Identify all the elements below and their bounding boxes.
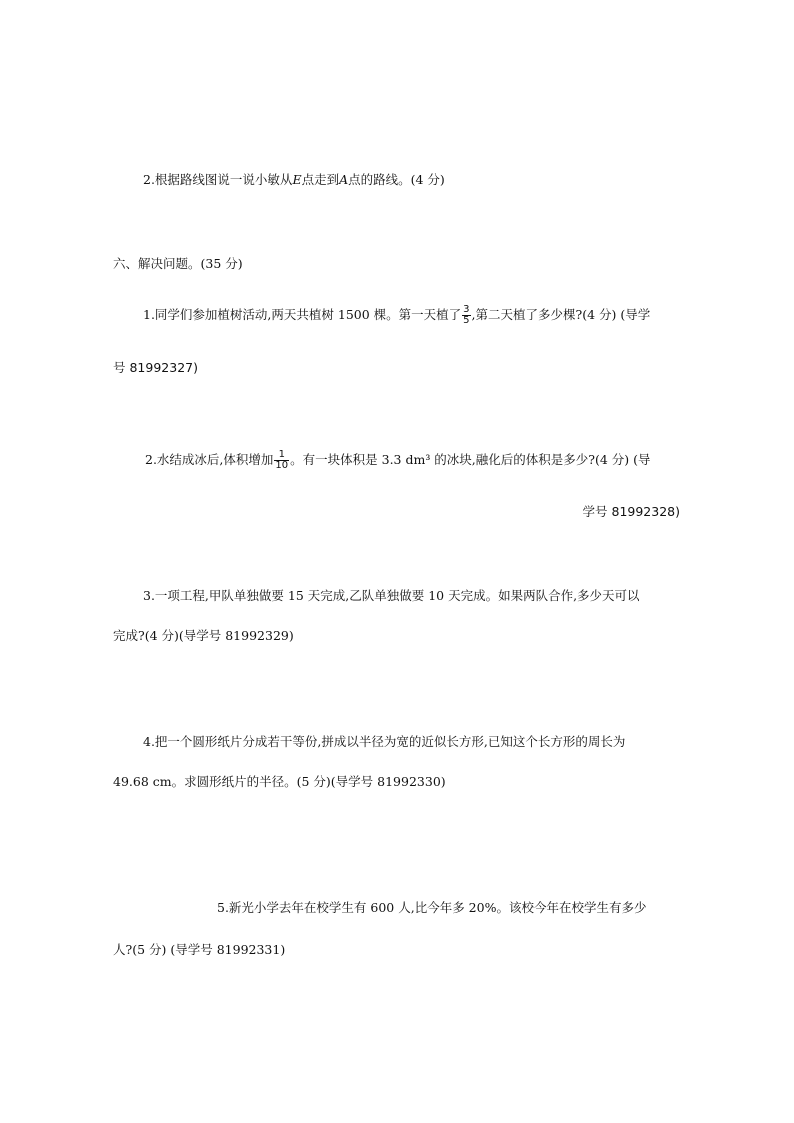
problem-2-text-after: 。有一块体积是 3.3 dm³ 的冰块,融化后的体积是多少?(4 分) (导 xyxy=(290,452,651,467)
problem-1-line2: 号 81992327) xyxy=(113,360,198,375)
fraction-numerator: 1 xyxy=(274,450,289,461)
problem-4-line2: 49.68 cm。求圆形纸片的半径。(5 分)(导学号 81992330) xyxy=(113,774,446,789)
problem-1 xyxy=(143,305,650,326)
problem-3-line2: 完成?(4 分)(导学号 81992329) xyxy=(113,628,294,643)
problem-1-text: 1.同学们参加植树活动,两天共植树 1500 棵。第一天植了 xyxy=(143,307,462,322)
problem-2-line2: 学号 81992328) xyxy=(582,504,680,519)
fraction-denominator: 10 xyxy=(275,460,289,471)
problem-2-text: 2.水结成冰后,体积增加 xyxy=(145,452,274,467)
fraction-three-fifths xyxy=(462,305,470,326)
section-six-title: 六、解决问题。(35 分) xyxy=(113,256,243,271)
problem-4-line1: 4.把一个圆形纸片分成若干等份,拼成以半径为宽的近似长方形,已知这个长方形的周长为 xyxy=(143,734,626,749)
fraction-one-tenth xyxy=(274,450,289,471)
fraction-numerator: 3 xyxy=(463,304,470,315)
fraction-denominator: 5 xyxy=(463,315,470,326)
problem-1-text-after: ,第二天植了多少棵?(4 分) (导学 xyxy=(471,307,651,322)
question-text: 点走到 xyxy=(301,172,340,187)
problem-2 xyxy=(145,450,651,471)
problem-3-line1: 3.一项工程,甲队单独做要 15 天完成,乙队单独做要 10 天完成。如果两队合作,多少天可以 xyxy=(143,588,640,603)
question-text: 2.根据路线图说一说小敏从 xyxy=(143,172,293,187)
point-e-label: E xyxy=(292,172,302,187)
problem-5-line2: 人?(5 分) (导学号 81992331) xyxy=(113,942,286,957)
question-route-description xyxy=(143,170,445,190)
problem-5-line1: 5.新光小学去年在校学生有 600 人,比今年多 20%。该校今年在校学生有多少 xyxy=(217,900,647,915)
question-text: 点的路线。(4 分) xyxy=(348,172,445,187)
point-a-label: A xyxy=(339,172,349,187)
